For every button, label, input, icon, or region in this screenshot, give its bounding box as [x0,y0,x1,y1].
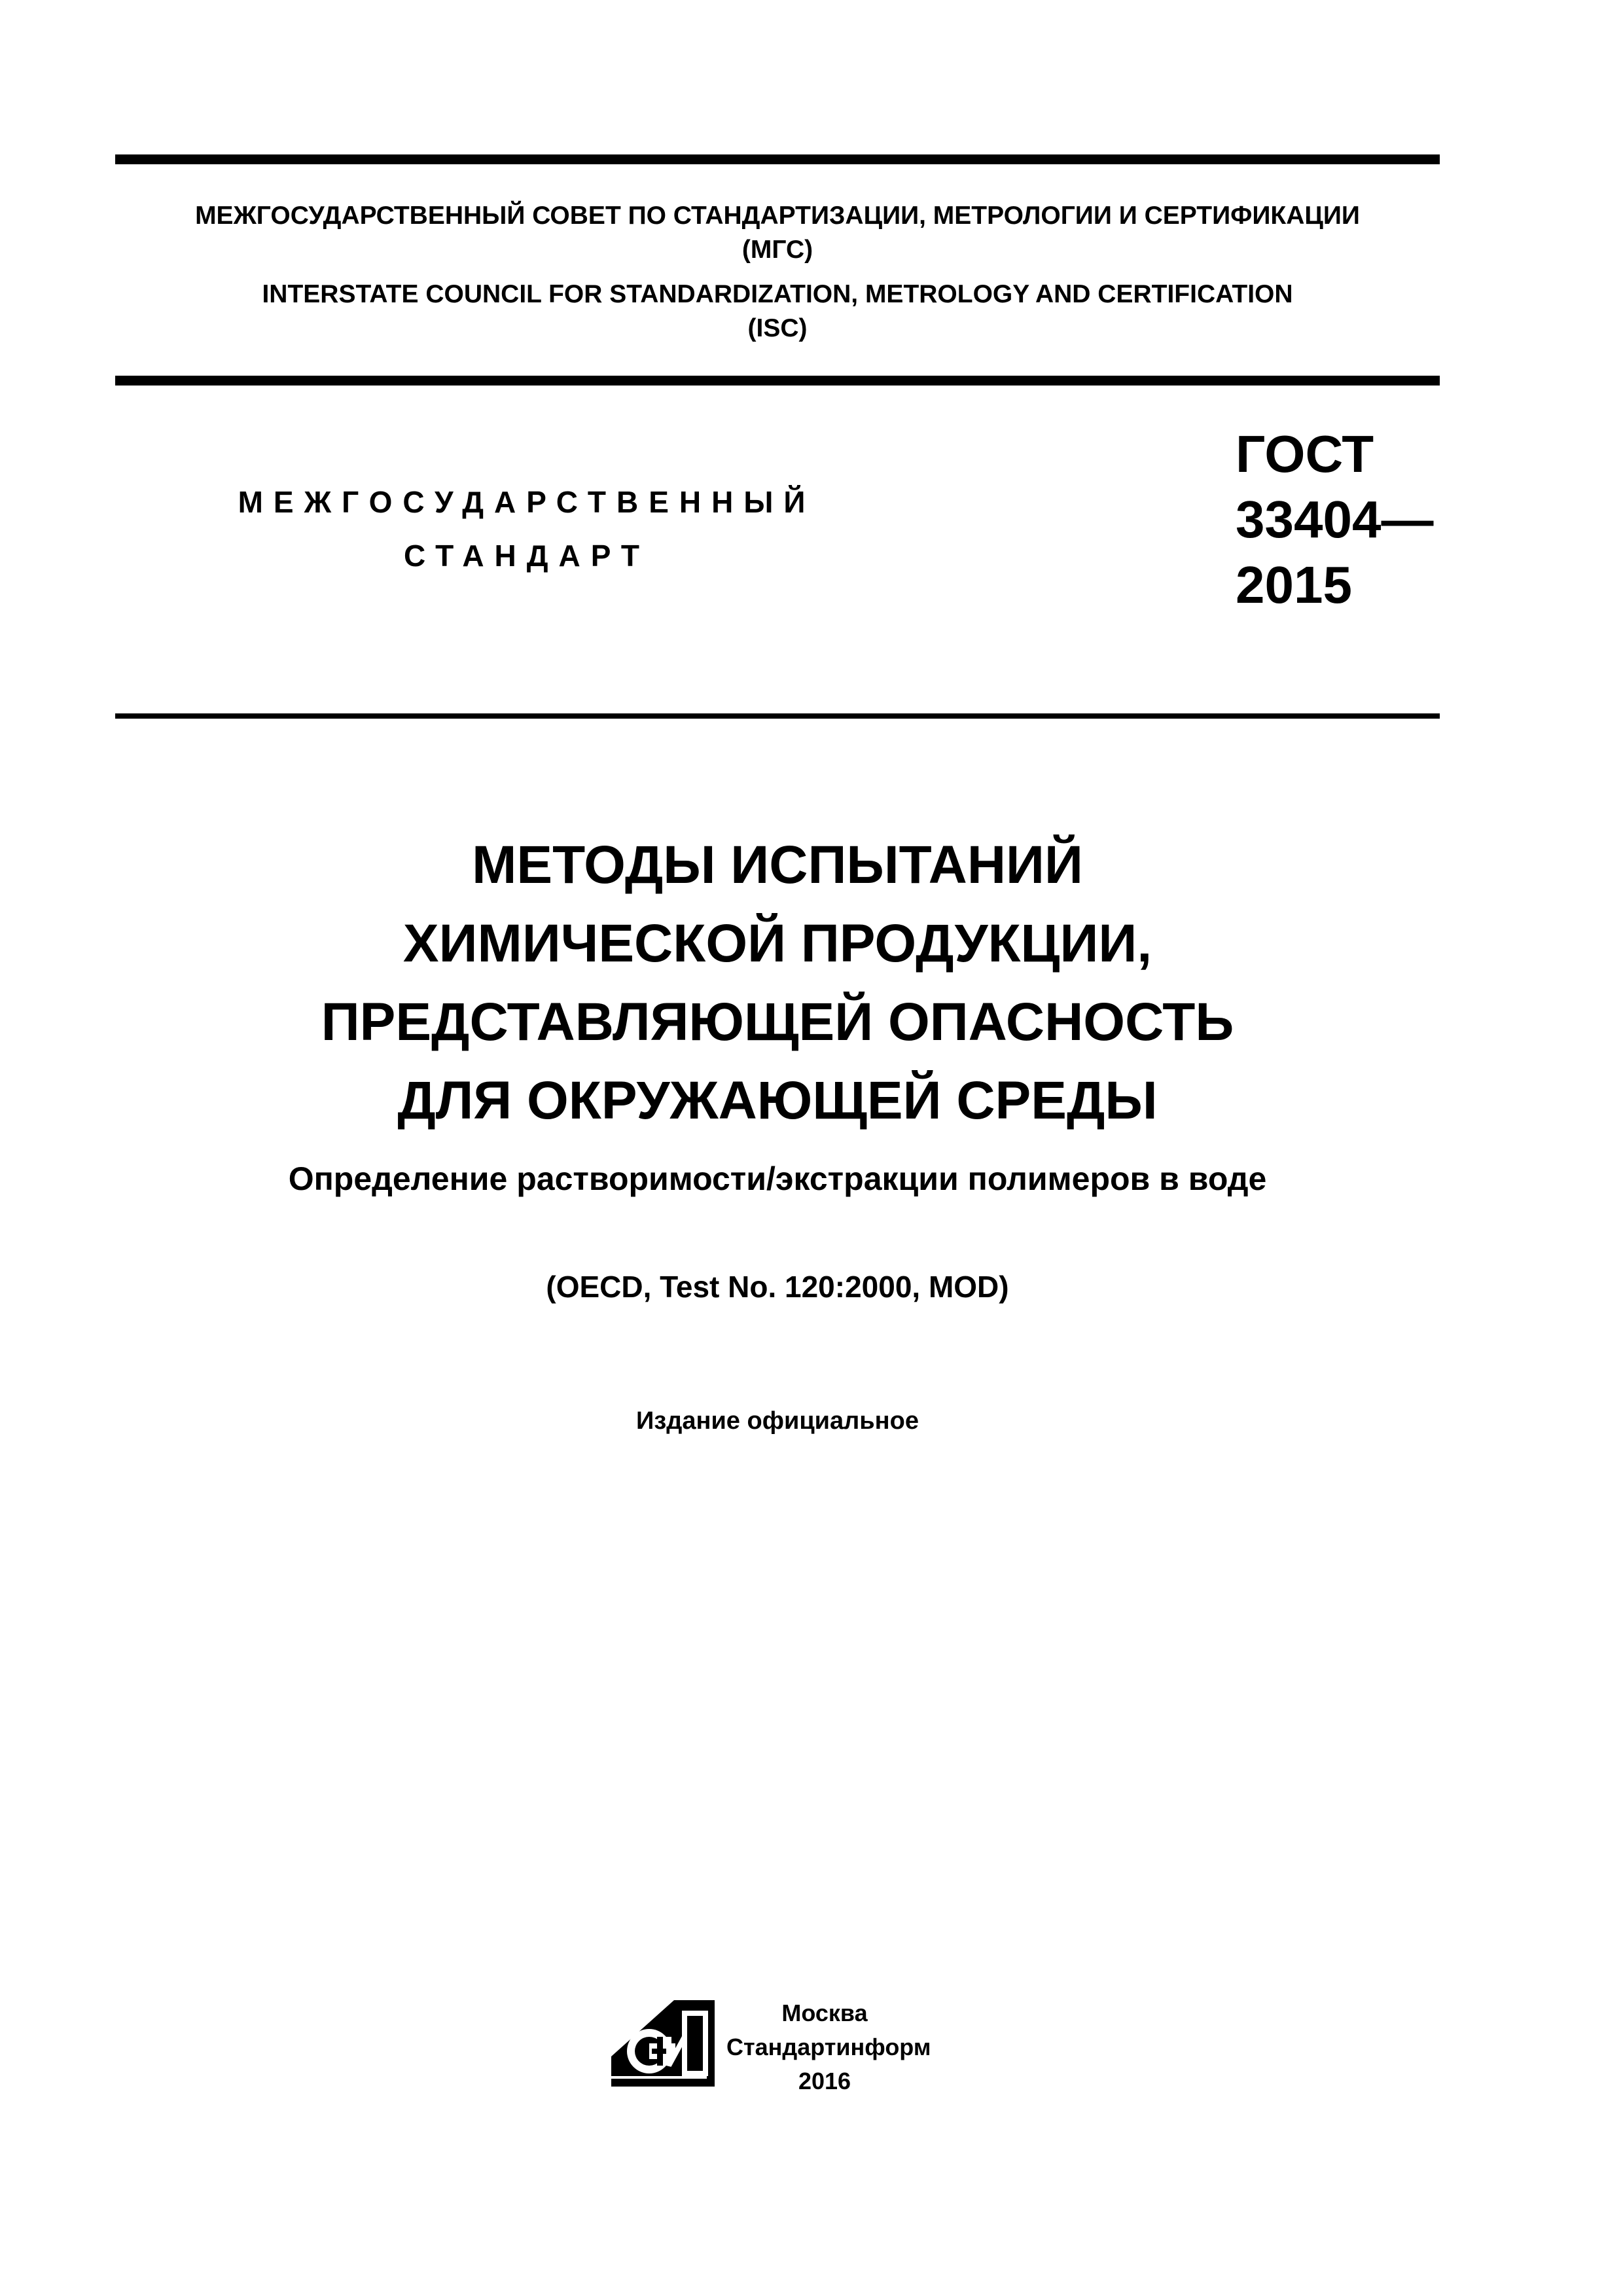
publisher-city: Москва [781,2000,868,2026]
document-title [115,826,1440,1140]
council-en-abbr: (ISC) [747,314,808,342]
standard-type-label [216,475,838,583]
council-en-name: INTERSTATE COUNCIL FOR STANDARDIZATION, METROLOGY AND CERTIFICATION [262,280,1293,308]
council-ru-name: МЕЖГОСУДАРСТВЕННЫЙ СОВЕТ ПО СТАНДАРТИЗАЦИИ, МЕТРОЛОГИИ И СЕРТИФИКАЦИИ [195,202,1360,230]
document-subtitle: Определение растворимости/экстракции полимеров в воде [288,1160,1267,1197]
title-line-4: ДЛЯ ОКРУЖАЮЩЕЙ СРЕДЫ [397,1071,1158,1130]
designation-rule [115,713,1440,719]
standard-type-line-2: СТАНДАРТ [404,539,650,573]
gost-prefix: ГОСТ [1236,425,1374,483]
publisher-name: Стандартинформ [726,2034,931,2060]
publisher-year: 2016 [798,2068,851,2094]
council-ru [115,199,1440,267]
publisher-block [726,1996,931,2098]
gost-number: 33404— [1236,490,1434,548]
title-line-1: МЕТОДЫ ИСПЫТАНИЙ [472,835,1083,895]
standartinform-logo-icon [609,1998,717,2089]
council-ru-abbr: (МГС) [741,236,813,264]
edition-note: Издание официальное [636,1407,919,1435]
oecd-reference: (OECD, Test No. 120:2000, MOD) [546,1270,1009,1304]
title-line-2: ХИМИЧЕСКОЙ ПРОДУКЦИИ, [402,914,1152,973]
title-line-3: ПРЕДСТАВЛЯЮЩЕЙ ОПАСНОСТЬ [321,992,1234,1052]
council-en [115,278,1440,346]
top-rule [115,154,1440,164]
header-rule [115,376,1440,386]
gost-year: 2015 [1236,556,1352,614]
gost-designation [1236,422,1433,618]
standard-type-line-1: МЕЖГОСУДАРСТВЕННЫЙ [238,485,816,519]
